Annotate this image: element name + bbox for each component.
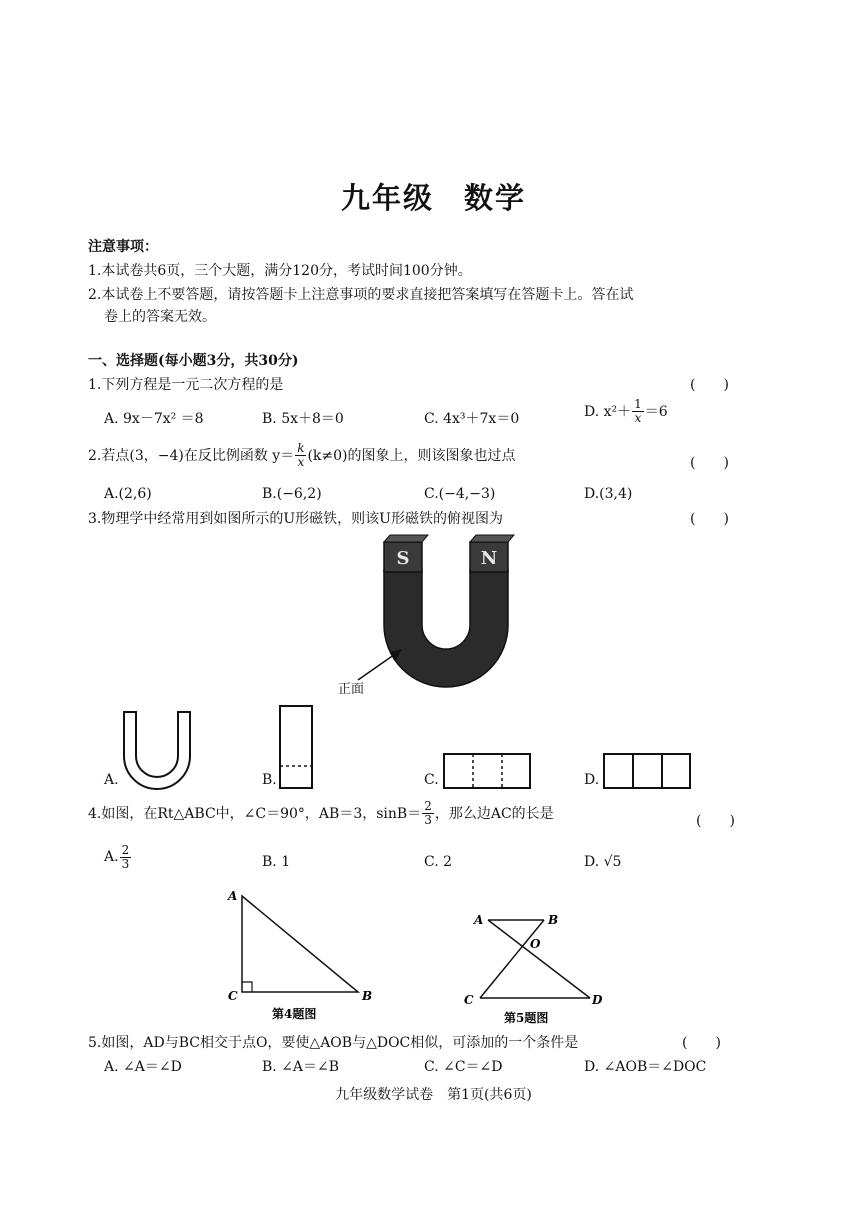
front-label: 正面 xyxy=(338,682,365,697)
q5-option-d: D. ∠AOB＝∠DOC xyxy=(584,1059,707,1075)
magnet-label-s: S xyxy=(396,548,410,569)
figure-4-triangle xyxy=(222,886,382,1022)
q2-option-a: A.(2,6) xyxy=(104,486,152,502)
q5-option-a: A. ∠A＝∠D xyxy=(104,1059,182,1075)
figure-5-hourglass xyxy=(458,906,608,1026)
q2-fraction: $\frac{k}{x}$ xyxy=(297,441,305,469)
section1-heading: 一、选择题(每小题3分，共30分) xyxy=(88,353,299,369)
magnet-body xyxy=(384,570,508,687)
q3-option-b: B. xyxy=(262,772,277,788)
title-subject: 数学 xyxy=(464,181,527,215)
q2-answer-paren: ( ) xyxy=(690,455,729,471)
notice-heading: 注意事项： xyxy=(88,239,158,255)
q3-stem: 3.物理学中经常用到如图所示的U形磁铁，则该U形磁铁的俯视图为 xyxy=(88,511,503,527)
notice-item-2-cont: 卷上的答案无效。 xyxy=(104,309,216,325)
q4-fraction: $\frac{2}{3}$ xyxy=(424,799,432,827)
q3-option-a: A. xyxy=(104,772,119,788)
q4-option-a: A. $\frac{2}{3}$ xyxy=(104,843,130,871)
q1-option-d-fraction: $\frac{1}{x}$ xyxy=(634,397,642,425)
q2-option-d: D.(3,4) xyxy=(584,486,633,502)
q3-option-d: D. xyxy=(584,772,600,788)
q4-stem: 4.如图，在Rt△ABC中，∠C＝90°，AB＝3，sinB＝ $\frac{2}{3}$ ，那么边AC的长是 xyxy=(88,799,554,827)
q3-option-d-figure xyxy=(602,752,692,792)
q4-option-b: B. 1 xyxy=(262,854,291,870)
fig4-label-a: A xyxy=(228,889,238,903)
page-footer: 九年级数学试卷 第1页(共6页) xyxy=(335,1087,532,1103)
fig5-label-a: A xyxy=(474,913,484,927)
q1-stem: 1.下列方程是一元二次方程的是 xyxy=(88,377,284,393)
q2-option-c: C.(−4,−3) xyxy=(424,486,496,502)
fig4-label-c: C xyxy=(228,989,238,1003)
fig4-label-b: B xyxy=(362,989,373,1003)
fig4-caption: 第4题图 xyxy=(272,1007,317,1021)
q1-option-b: B. 5x＋8＝0 xyxy=(262,411,344,427)
fig5-label-c: C xyxy=(464,993,474,1007)
q4-option-d: D. √5 xyxy=(584,854,622,870)
fig5-label-o: O xyxy=(530,937,541,951)
page-title xyxy=(0,176,867,217)
front-arrow-line xyxy=(358,652,398,680)
q3-option-c: C. xyxy=(424,772,439,788)
u-magnet-illustration xyxy=(330,530,550,700)
q1-option-c: C. 4x³＋7x＝0 xyxy=(424,411,520,427)
q3-option-c-figure xyxy=(442,752,532,792)
q1-answer-paren: ( ) xyxy=(690,377,729,393)
q2-option-b: B.(−6,2) xyxy=(262,486,322,502)
notice-item-2: 2.本试卷上不要答题，请按答题卡上注意事项的要求直接把答案填写在答题卡上。答在试 xyxy=(88,287,634,303)
magnet-pole-n-top xyxy=(470,535,514,542)
notice-item-1: 1.本试卷共6页，三个大题，满分120分，考试时间100分钟。 xyxy=(88,263,472,279)
q5-option-b: B. ∠A＝∠B xyxy=(262,1059,340,1075)
q4-answer-paren: ( ) xyxy=(696,813,735,829)
q5-stem: 5.如图，AD与BC相交于点O，要使△AOB与△DOC相似，可添加的一个条件是 xyxy=(88,1035,579,1051)
magnet-pole-s-top xyxy=(384,535,428,542)
q2-stem: 2.若点(3，−4)在反比例函数 y＝ $\frac{k}{x}$ (k≠0)的图象上，则该图象也过点 xyxy=(88,441,516,469)
q1-option-a: A. 9x－7x² ＝8 xyxy=(104,411,204,427)
q5-option-c: C. ∠C＝∠D xyxy=(424,1059,503,1075)
q3-option-a-figure xyxy=(120,708,194,790)
fig5-caption: 第5题图 xyxy=(504,1011,549,1025)
q5-answer-paren: ( ) xyxy=(682,1035,721,1051)
magnet-label-n: N xyxy=(480,548,498,569)
q3-option-b-figure xyxy=(278,704,316,790)
q1-option-d: D. x²＋ $\frac{1}{x}$ ＝6 xyxy=(584,397,668,425)
q4-option-c: C. 2 xyxy=(424,854,453,870)
fig5-label-d: D xyxy=(592,993,603,1007)
fig5-label-b: B xyxy=(548,913,559,927)
q3-answer-paren: ( ) xyxy=(690,511,729,527)
title-grade: 九年级 xyxy=(340,181,434,215)
